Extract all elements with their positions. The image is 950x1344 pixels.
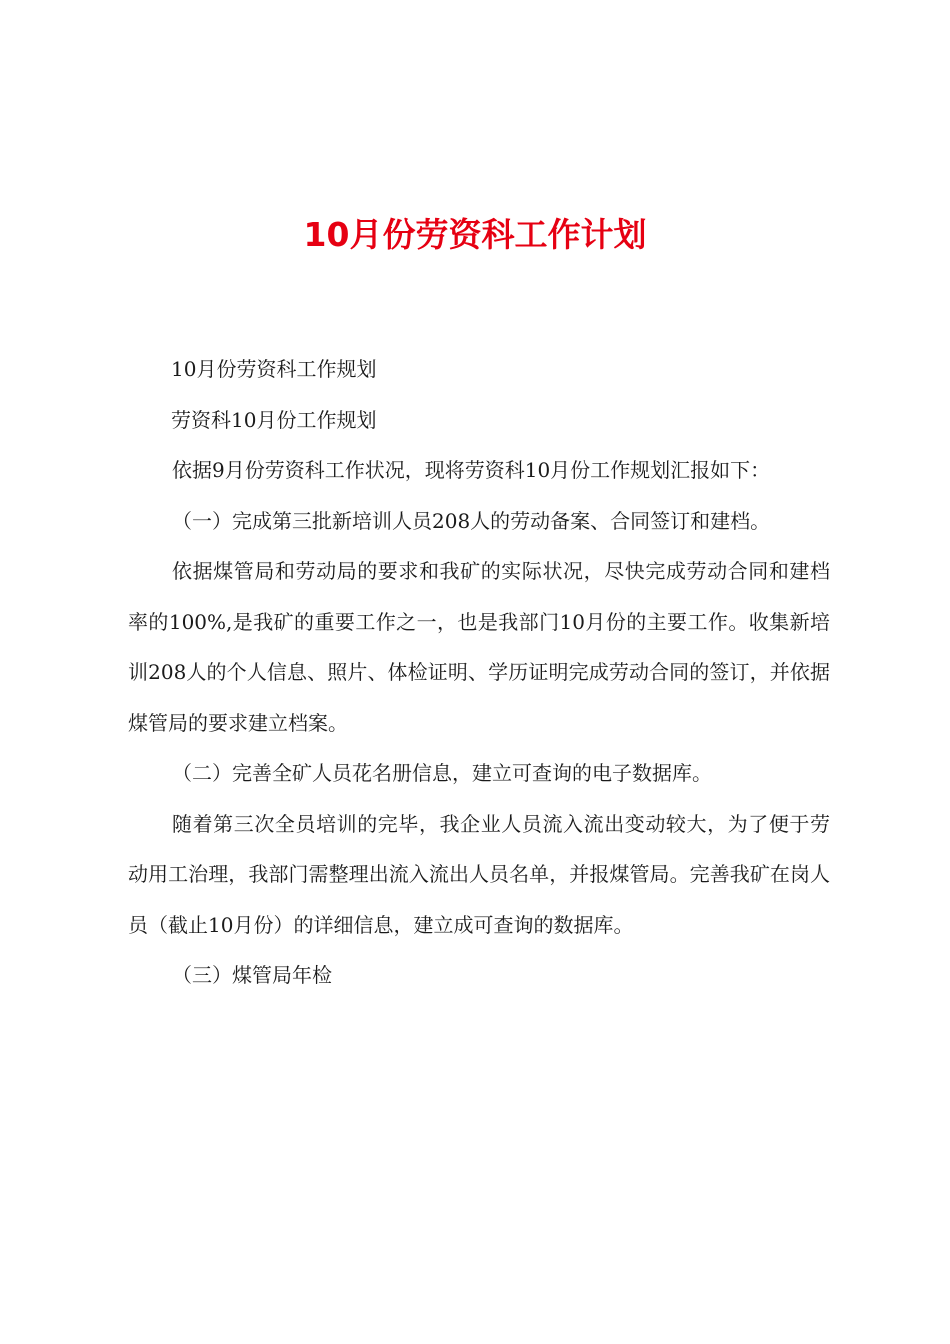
document-title: 10月份劳资科工作计划 (303, 215, 647, 254)
paragraph-heading-2: 劳资科10月份工作规划 (171, 407, 377, 432)
paragraph-section-3-title: （三）煤管局年检 (172, 963, 332, 987)
document-body (128, 344, 830, 1001)
paragraph-section-2-body: 随着第三次全员培训的完毕，我企业人员流入流出变动较大，为了便于劳动用工治理，我部门需整理出流入流出人员名单，并报煤管局。完善我矿在岗人员（截止10月份）的详细信息，建立成可查询的数据库。 (128, 811, 830, 937)
paragraph-heading-1: 10月份劳资科工作规划 (171, 357, 377, 381)
paragraph-section-2-title: （二）完善全矿人员花名册信息，建立可查询的电子数据库。 (172, 761, 712, 785)
paragraph-section-1-body: 依据煤管局和劳动局的要求和我矿的实际状况，尽快完成劳动合同和建档率的100%,是我矿的重要工作之一，也是我部门10月份的主要工作。收集新培训208人的个人信息、照片、体检证明、学历证明完成劳动合同的签订，并依据煤管局的要求建立档案。 (128, 559, 830, 735)
paragraph-intro: 依据9月份劳资科工作状况，现将劳资科10月份工作规划汇报如下： (172, 458, 771, 482)
paragraph-section-1-title: （一）完成第三批新培训人员208人的劳动备案、合同签订和建档。 (172, 508, 771, 533)
